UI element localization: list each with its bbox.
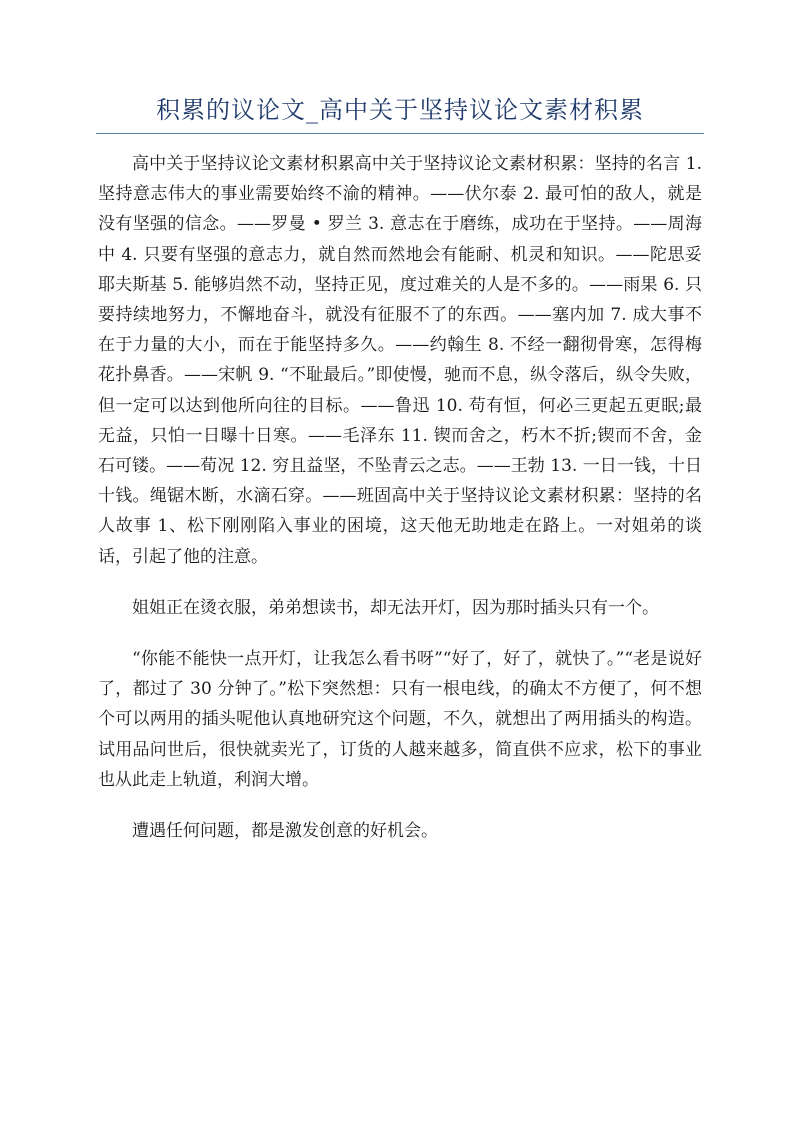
- title-underline: [96, 133, 704, 134]
- page-title: 积累的议论文_高中关于坚持议论文素材积累: [156, 96, 644, 124]
- article-body: [98, 149, 702, 867]
- paragraph-sister-ironing: 姐姐正在烫衣服，弟弟想读书，却无法开灯，因为那时插头只有一个。: [132, 597, 659, 618]
- paragraph-dialogue: “你能不能快一点开灯，让我怎么看书呀”“好了，好了，就快了。”“老是说好了，都过了 30 分钟了。”松下突然想：只有一根电线，的确太不方便了，何不想个可以两用的插头呢他认真地研究这个问题，不久，就想出了两用插头的构造。试用品问世后，很快就卖光了，订货的人越来越多，简直供不应求，松下的事业也从此走上轨道，利润大增。: [98, 649, 702, 790]
- paragraph-quotes: 高中关于坚持议论文素材积累高中关于坚持议论文素材积累：坚持的名言 1. 坚持意志伟大的事业需要始终不渝的精神。——伏尔泰 2. 最可怕的敌人，就是没有坚强的信念。——罗曼 • 罗兰 3. 意志在于磨练，成功在于坚持。——周海中 4. 只要有坚强的意志力，就自然而然地会有能耐、机灵和知识。——陀思妥耶夫斯基 5. 能够岿然不动，坚持正见，度过难关的人是不多的。——雨果 6. 只要持续地努力，不懈地奋斗，就没有征服不了的东西。——塞内加 7. 成大事不在于力量的大小，而在于能坚持多久。——约翰生 8. 不经一翻彻骨寒，怎得梅花扑鼻香。——宋帆 9. “不耻最后。”即使慢，驰而不息，纵令落后，纵令失败，但一定可以达到他所向往的目标。——鲁迅 10. 苟有恒，何必三更起五更眠;最无益，只怕一日曝十日寒。——毛泽东 11. 锲而舍之，朽木不折;锲而不舍，金石可镂。——荀况 12. 穷且益坚，不坠青云之志。——王勃 13. 一日一钱，十日十钱。绳锯木断，水滴石穿。——班固高中关于坚持议论文素材积累：坚持的名人故事 1、松下刚刚陷入事业的困境，这天他无助地走在路上。一对姐弟的谈话，引起了他的注意。: [98, 154, 702, 567]
- paragraph-conclusion: 遭遇任何问题，都是激发创意的好机会。: [132, 821, 438, 842]
